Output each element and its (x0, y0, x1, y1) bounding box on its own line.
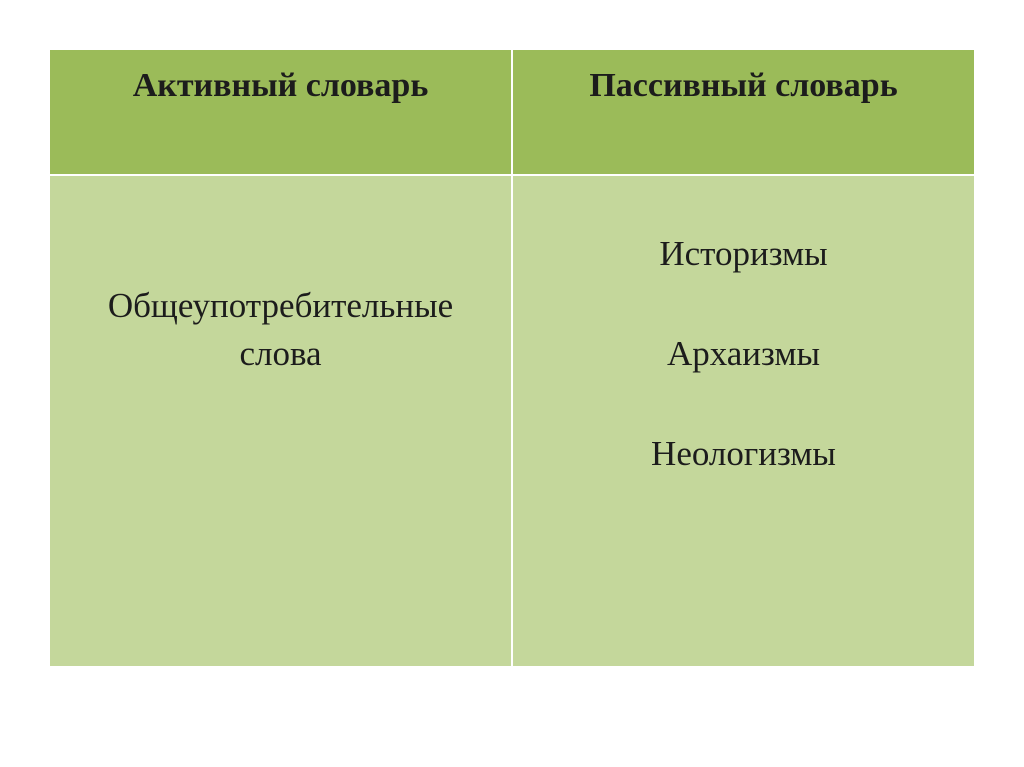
active-vocabulary-cell (50, 176, 511, 666)
active-term-line1: Общеупотребительные (107, 286, 454, 325)
header-passive-vocabulary: Пассивный словарь (513, 50, 974, 174)
vocabulary-table (50, 50, 974, 666)
active-term-line2: слова (239, 334, 322, 373)
passive-vocabulary-cell (513, 176, 974, 666)
passive-term-historisms: Историзмы (659, 234, 828, 273)
passive-term-archaisms: Архаизмы (666, 334, 821, 373)
passive-term-neologisms: Неологизмы (651, 434, 836, 473)
header-active-vocabulary: Активный словарь (50, 50, 511, 174)
